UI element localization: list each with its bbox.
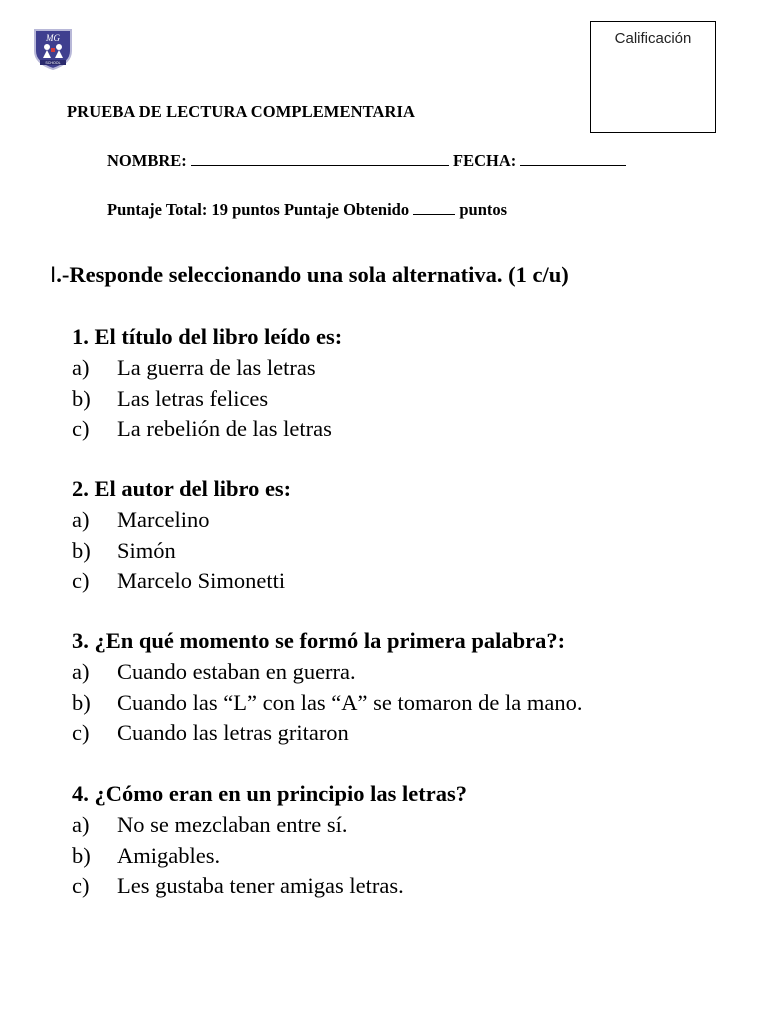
logo-subtext: SCHOOL [45,61,61,65]
option-text: La rebelión de las letras [117,416,332,441]
option-c[interactable] [72,871,752,902]
logo-text: MG [46,33,60,43]
option-letter: c) [72,873,90,898]
option-text: Cuando las “L” con las “A” se tomaron de la mano. [117,689,583,715]
score-obtained-field[interactable] [413,199,455,215]
option-letter: c) [72,416,90,441]
option-c[interactable] [72,718,752,749]
section-instruction: .-Responde seleccionando una sola alternativa. (1 c/u) [56,262,569,287]
date-label: FECHA: [453,151,517,170]
name-field[interactable] [191,150,449,166]
score-total-text: Puntaje Total: 19 puntos Puntaje Obtenido [107,200,410,219]
option-text: Amigables. [117,842,221,868]
question-title: 4. ¿Cómo eran en un principio las letras? [72,781,468,806]
section-heading [50,262,569,288]
question-1 [72,322,752,445]
option-letter: a) [72,507,90,532]
option-letter: a) [72,812,90,837]
option-a[interactable] [72,810,752,841]
option-letter: b) [72,842,91,868]
school-logo [31,27,75,71]
grade-box [590,21,716,133]
grade-box-label: Calificación [614,30,692,47]
question-3 [72,626,752,749]
option-letter: b) [72,689,91,715]
question-2 [72,474,752,597]
score-unit: puntos [459,200,508,219]
option-text: No se mezclaban entre sí. [117,812,348,837]
question-title: 3. ¿En qué momento se formó la primera palabra?: [72,628,566,653]
option-a[interactable] [72,353,752,384]
option-b[interactable] [72,536,752,567]
score-line [107,199,507,220]
option-text: Cuando estaban en guerra. [117,659,356,684]
option-text: Marcelo Simonetti [117,568,286,593]
option-b[interactable] [72,688,752,719]
option-b[interactable] [72,841,752,872]
name-label: NOMBRE: [107,151,187,170]
option-c[interactable] [72,414,752,445]
option-b[interactable] [72,384,752,415]
option-a[interactable] [72,505,752,536]
option-text: La guerra de las letras [117,355,316,380]
question-title: 1. El título del libro leído es: [72,324,343,349]
option-c[interactable] [72,566,752,597]
option-letter: a) [72,355,90,380]
option-text: Las letras felices [117,385,269,411]
option-text: Marcelino [117,507,210,532]
question-4 [72,779,752,902]
option-letter: c) [72,568,90,593]
option-letter: b) [72,385,91,411]
section-numeral: I [50,262,57,287]
option-text: Cuando las letras gritaron [117,720,349,745]
option-letter: a) [72,659,90,684]
question-title: 2. El autor del libro es: [72,476,292,501]
option-letter: c) [72,720,90,745]
school-shield-icon [31,27,75,71]
name-date-line [107,150,626,171]
option-letter: b) [72,537,91,563]
page-title: PRUEBA DE LECTURA COMPLEMENTARIA [67,102,416,121]
date-field[interactable] [520,150,626,166]
option-text: Les gustaba tener amigas letras. [117,873,404,898]
option-text: Simón [117,537,176,563]
option-a[interactable] [72,657,752,688]
